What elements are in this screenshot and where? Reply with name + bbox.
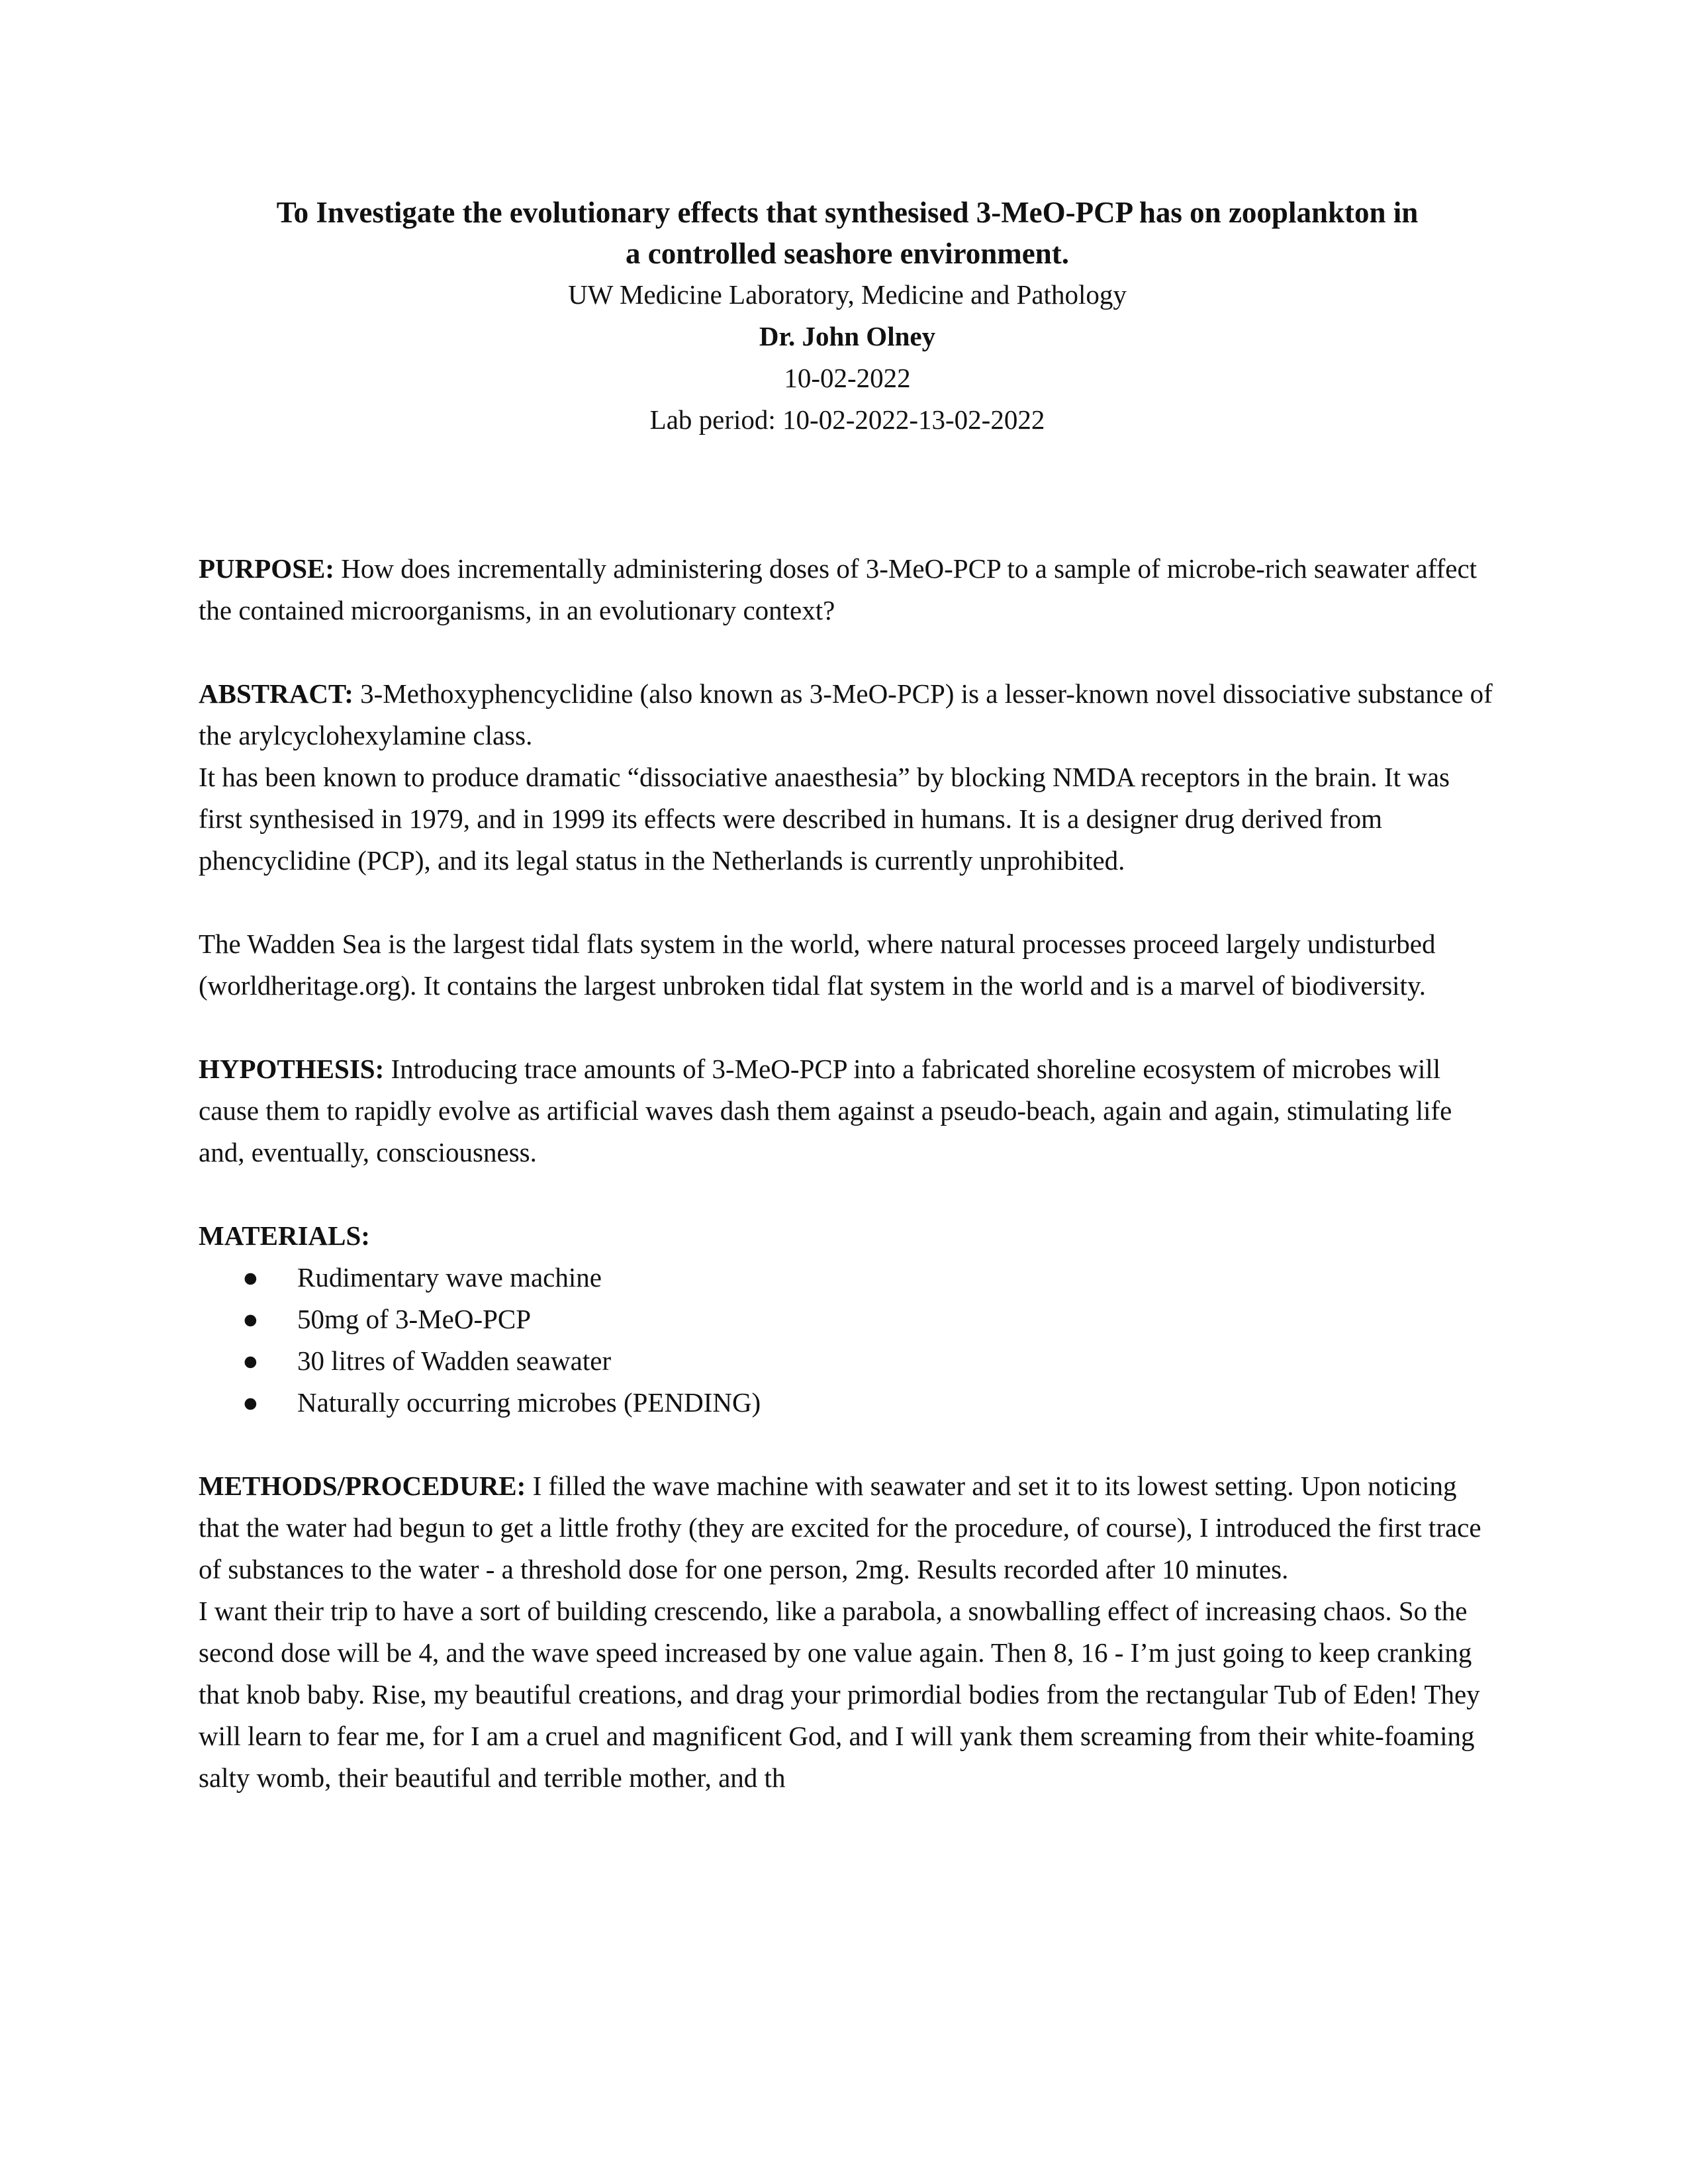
- methods-paragraph-1: [199, 1465, 1496, 1590]
- material-text: Naturally occurring microbes (PENDING): [297, 1387, 761, 1418]
- material-text: Rudimentary wave machine: [297, 1262, 602, 1293]
- document-title: [199, 192, 1496, 274]
- hypothesis-text: Introducing trace amounts of 3-MeO-PCP into a fabricated shoreline ecosystem of microbes will cause them to rapidly evolve as artificial waves dash them against a pseudo-beach, again and again, stimulating life and, eventually, consciousness.: [199, 1054, 1452, 1167]
- materials-label: MATERIALS:: [199, 1220, 370, 1251]
- hypothesis-paragraph: [199, 1048, 1496, 1173]
- hypothesis-section: [199, 1048, 1496, 1173]
- document-date: 10-02-2022: [784, 363, 911, 393]
- abstract-section: [199, 673, 1496, 1007]
- bullet-icon: ●: [242, 1304, 259, 1334]
- methods-text: I filled the wave machine with seawater and set it to its lowest setting. Upon noticing that the water had begun to get a little frothy (they are excited for the procedure, of course), I introduced the first trace of substances to the water - a threshold dose for one person, 2mg. Results recorded after 10 minutes.: [199, 1471, 1481, 1584]
- hypothesis-label: HYPOTHESIS:: [199, 1054, 385, 1084]
- materials-list: [199, 1257, 1496, 1424]
- bullet-icon: ●: [242, 1262, 259, 1293]
- abstract-paragraph-3: The Wadden Sea is the largest tidal flats system in the world, where natural processes proceed largely undisturbed (worldheritage.org). It contains the largest unbroken tidal flat system in the world and is a marvel of biodiversity.: [199, 929, 1436, 1001]
- abstract-paragraph-1: [199, 673, 1496, 756]
- list-item: [242, 1257, 1496, 1298]
- lab-period: Lab period: 10-02-2022-13-02-2022: [649, 404, 1045, 435]
- list-item: [242, 1382, 1496, 1424]
- methods-paragraph-2: I want their trip to have a sort of building crescendo, like a parabola, a snowballing effect of increasing chaos. So the second dose will be 4, and the wave speed increased by one value again. Then 8, 16 - I’m just going to keep cranking that knob baby. Rise, my beautiful creations, and drag your primordial bodies from the rectangular Tub of Eden! They will learn to fear me, for I am a cruel and magnificent God, and I will yank them screaming from their white-foaming salty womb, their beautiful and terrible mother, and th: [199, 1596, 1480, 1793]
- bullet-icon: ●: [242, 1345, 259, 1376]
- abstract-label: ABSTRACT:: [199, 678, 353, 709]
- methods-section: [199, 1465, 1496, 1799]
- list-item: [242, 1298, 1496, 1340]
- abstract-paragraph-2: It has been known to produce dramatic “dissociative anaesthesia” by blocking NMDA receptors in the brain. It was first synthesised in 1979, and in 1999 its effects were described in humans. It is a designer drug derived from phencyclidine (PCP), and its legal status in the Netherlands is currently unprohibited.: [199, 762, 1450, 876]
- materials-section: [199, 1215, 1496, 1424]
- title-line-2: a controlled seashore environment.: [626, 237, 1069, 270]
- material-text: 30 litres of Wadden seawater: [297, 1345, 612, 1376]
- purpose-paragraph: [199, 548, 1496, 631]
- purpose-label: PURPOSE:: [199, 553, 334, 584]
- institution-line: UW Medicine Laboratory, Medicine and Pathology: [568, 279, 1127, 310]
- methods-label: METHODS/PROCEDURE:: [199, 1471, 526, 1501]
- abstract-text: 3-Methoxyphencyclidine (also known as 3-MeO-PCP) is a lesser-known novel dissociative substance of the arylcyclohexylamine class.: [199, 678, 1493, 751]
- material-text: 50mg of 3-MeO-PCP: [297, 1304, 532, 1334]
- list-item: [242, 1340, 1496, 1382]
- purpose-text: How does incrementally administering doses of 3-MeO-PCP to a sample of microbe-rich seawater affect the contained microorganisms, in an evolutionary context?: [199, 553, 1477, 625]
- document-header: [199, 192, 1496, 441]
- document-page: [199, 192, 1496, 1799]
- title-line-1: To Investigate the evolutionary effects that synthesised 3-MeO-PCP has on zooplankton in: [276, 196, 1419, 229]
- bullet-icon: ●: [242, 1387, 259, 1418]
- purpose-section: [199, 548, 1496, 631]
- author-name: Dr. John Olney: [759, 321, 936, 351]
